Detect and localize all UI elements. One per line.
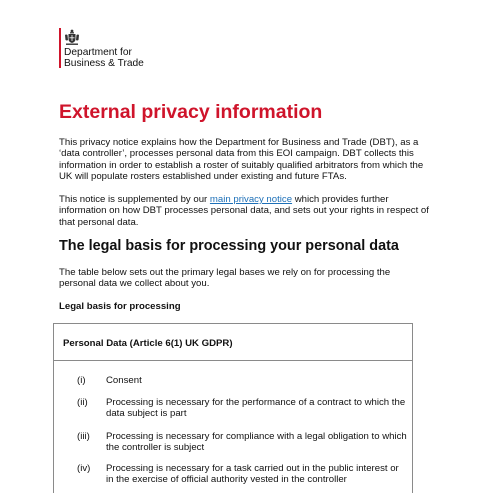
row-number: (iii) — [77, 431, 90, 442]
row-number: (ii) — [77, 397, 88, 408]
table-header-cell: Personal Data (Article 6(1) UK GDPR) — [63, 338, 233, 349]
org-name-line1: Department for — [64, 47, 132, 58]
row-number: (iv) — [77, 463, 91, 474]
org-name-line2: Business & Trade — [64, 58, 144, 69]
row-text: Processing is necessary for a task carried out in the public interest or in the exercise of official authority vested in the controller — [106, 463, 399, 486]
main-privacy-notice-link[interactable]: main privacy notice — [209, 194, 293, 205]
section-heading: The legal basis for processing your personal data — [59, 238, 399, 254]
intro-paragraph: This privacy notice explains how the Department for Business and Trade (DBT), as a ‘data controller’, processes personal data from this EOI campaign. DBT collects this information in order to establish a roster of suitably qualified arbitrators from which the UK will populate rosters established under existing and future FTAs. — [59, 137, 424, 183]
row-text: Processing is necessary for the performance of a contract to which the data subject is part — [106, 397, 406, 420]
row-text: Consent — [106, 375, 142, 386]
page-title: External privacy information — [59, 101, 323, 123]
supplement-text-before: This notice is supplemented by our — [59, 194, 210, 205]
supplement-text-after: which provides further information on how DBT processes personal data, and sets out your rights in respect of that personal data. — [59, 194, 429, 228]
section-intro-paragraph: The table below sets out the primary legal bases we rely on for processing the personal data we collect about you. — [59, 267, 391, 290]
supplement-paragraph — [59, 194, 429, 228]
table-header-row — [54, 324, 412, 361]
legal-basis-table — [53, 323, 413, 493]
row-number: (i) — [77, 375, 86, 386]
organisation-name — [64, 47, 144, 69]
logo-red-bar — [59, 28, 61, 68]
table-caption: Legal basis for processing — [59, 301, 181, 312]
royal-crest-icon — [64, 29, 80, 46]
row-text: Processing is necessary for compliance with a legal obligation to which the controller is subject — [106, 431, 407, 454]
